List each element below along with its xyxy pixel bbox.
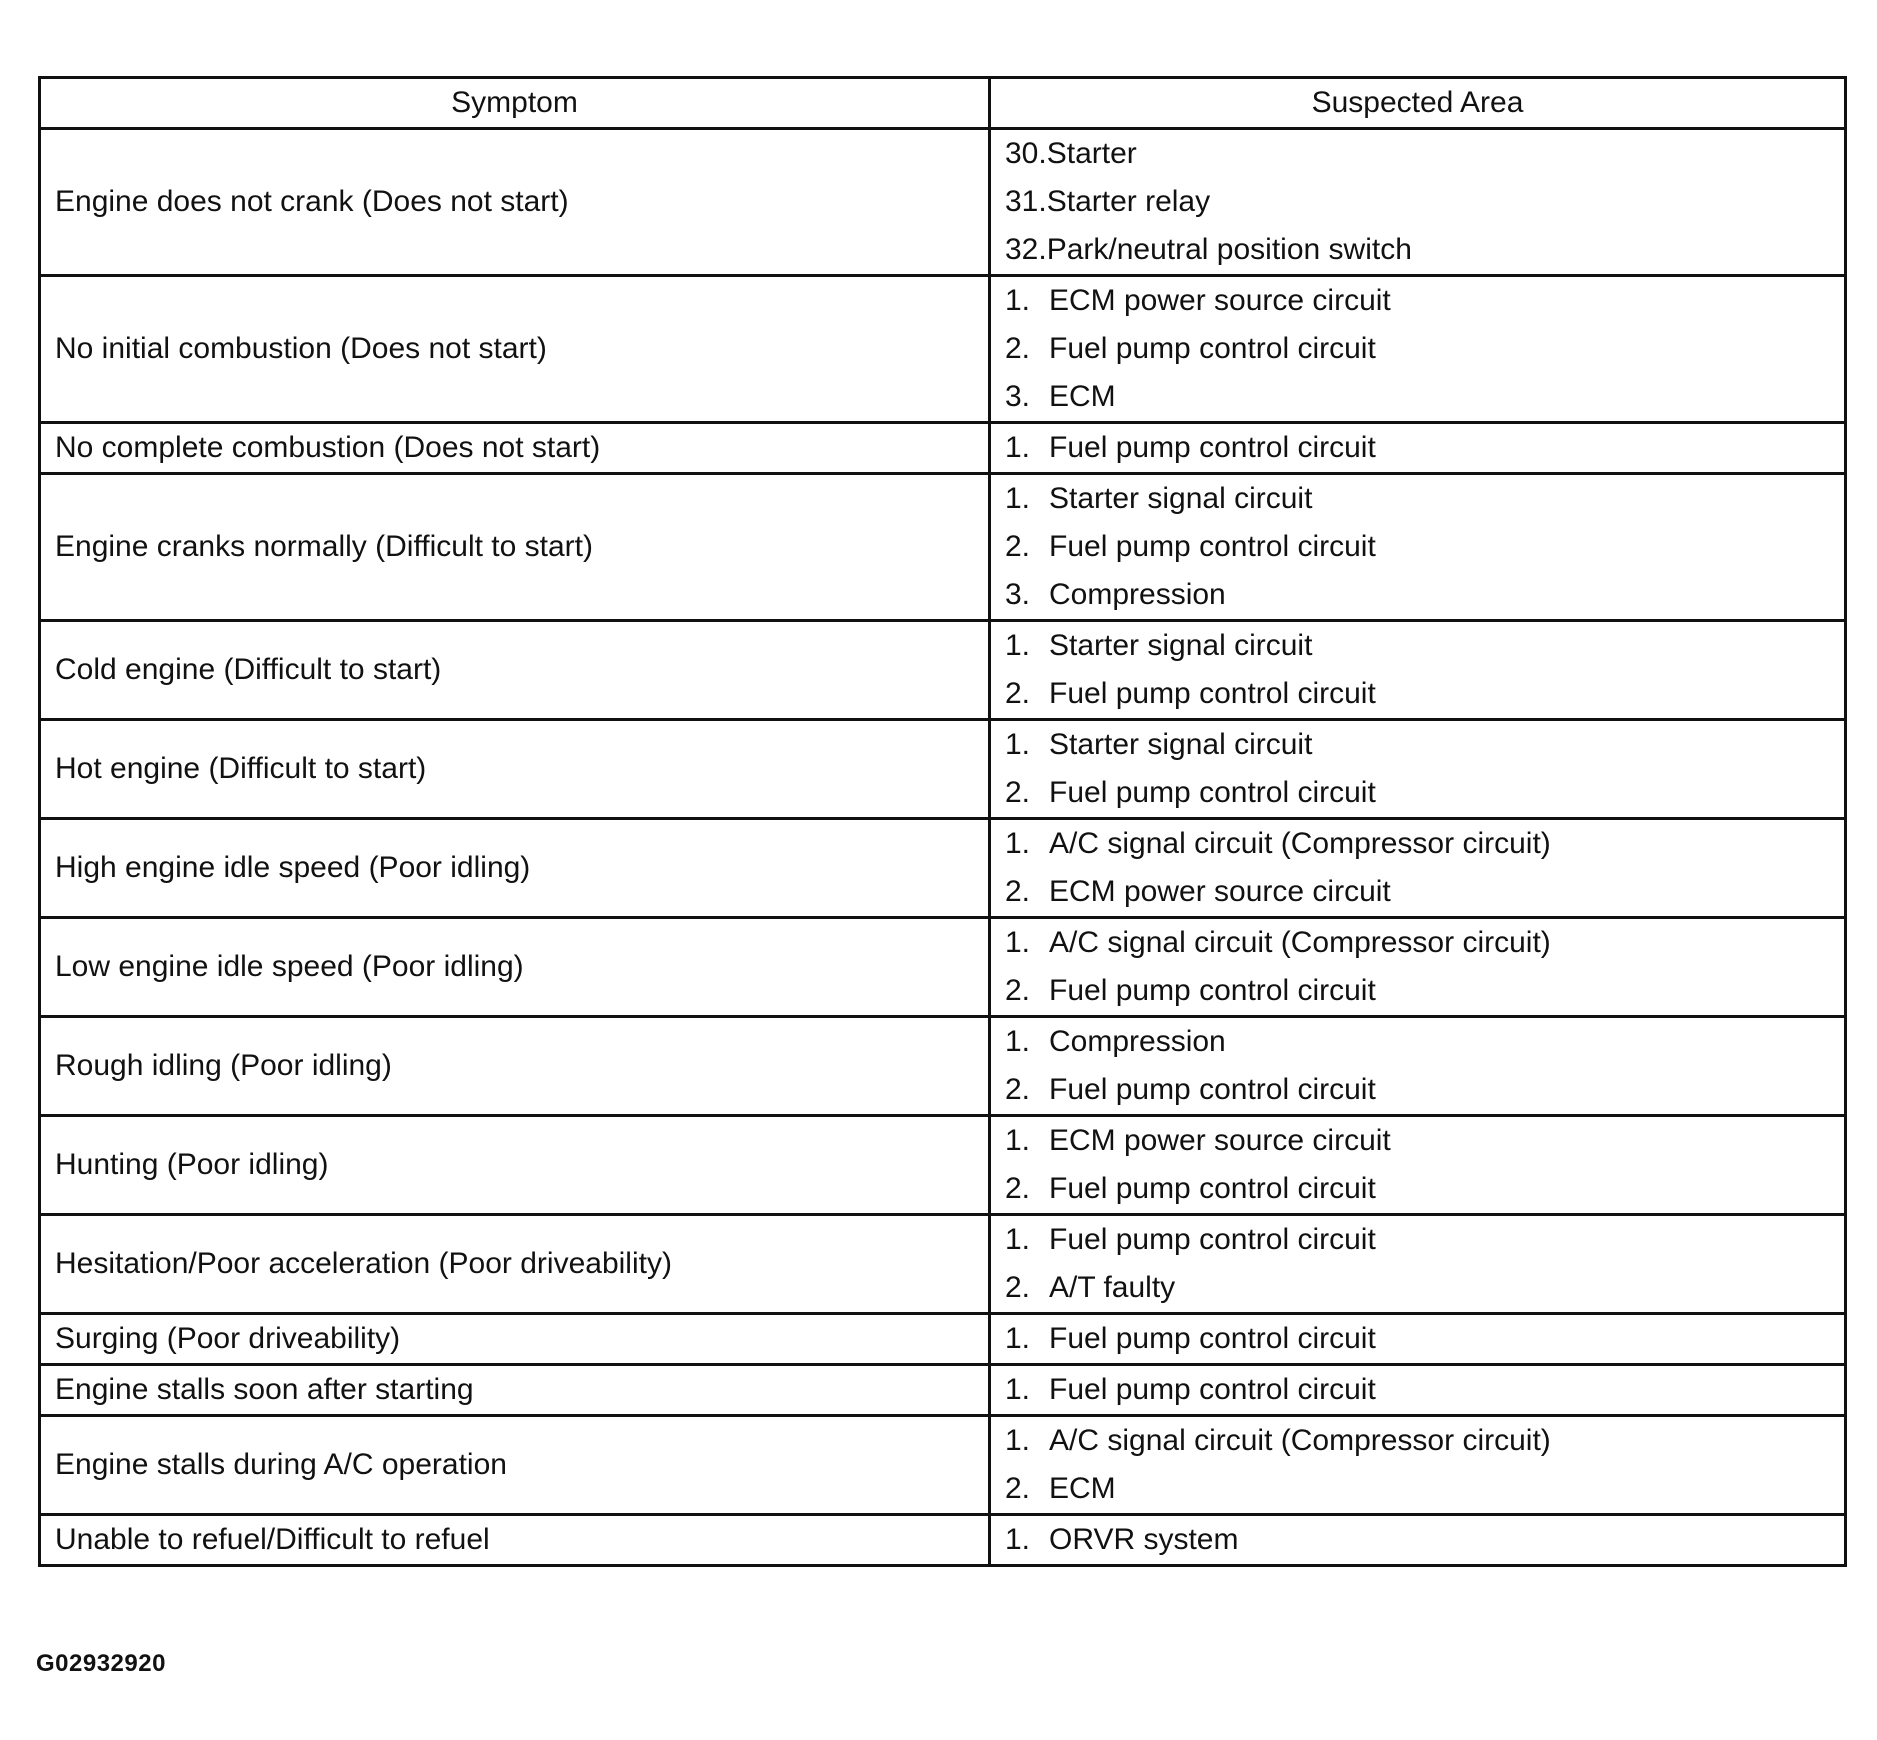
- suspected-area-item: [1005, 475, 1844, 523]
- suspected-area-item: [1005, 1264, 1844, 1312]
- suspected-area-item: [1005, 1117, 1844, 1165]
- item-text: Fuel pump control circuit: [1049, 1172, 1376, 1205]
- suspected-area-cell: [990, 621, 1846, 720]
- suspected-area-cell: [990, 1215, 1846, 1314]
- suspected-area-item: [1005, 424, 1844, 472]
- suspected-area-item: [1005, 1018, 1844, 1066]
- suspected-area-item: [1005, 277, 1844, 325]
- item-text: Park/neutral position switch: [1046, 233, 1412, 266]
- suspected-area-item: [1005, 820, 1844, 868]
- table-body: [40, 129, 1846, 1566]
- table-row: [40, 1416, 1846, 1515]
- item-number: 3.: [1005, 578, 1031, 611]
- suspected-area-item: [1005, 622, 1844, 670]
- item-text: Starter relay: [1046, 185, 1211, 218]
- item-number: 2.: [1005, 530, 1031, 563]
- item-number: 1.: [1005, 1322, 1031, 1355]
- table-row: [40, 1314, 1846, 1365]
- item-number: 1.: [1005, 1223, 1031, 1256]
- table-row: [40, 819, 1846, 918]
- item-text: Starter signal circuit: [1049, 728, 1313, 761]
- suspected-area-cell: [990, 474, 1846, 621]
- suspected-area-cell: [990, 1314, 1846, 1365]
- item-number: 1.: [1005, 827, 1031, 860]
- suspected-area-cell: [990, 1116, 1846, 1215]
- table-row: [40, 423, 1846, 474]
- suspected-area-cell: [990, 276, 1846, 423]
- figure-id: G02932920: [36, 1650, 166, 1677]
- item-number: 1.: [1005, 431, 1031, 464]
- suspected-area-cell: [990, 720, 1846, 819]
- symptom-cell: Hot engine (Difficult to start): [40, 720, 990, 819]
- suspected-area-cell: [990, 819, 1846, 918]
- item-text: ECM: [1049, 380, 1116, 413]
- suspected-area-item: [1005, 226, 1844, 274]
- table-row: [40, 1017, 1846, 1116]
- item-text: Starter signal circuit: [1049, 482, 1313, 515]
- item-number: 2.: [1005, 1472, 1031, 1505]
- item-number: 2.: [1005, 677, 1031, 710]
- item-text: Compression: [1049, 578, 1226, 611]
- symptom-cell: Unable to refuel/Difficult to refuel: [40, 1515, 990, 1566]
- item-text: A/C signal circuit (Compressor circuit): [1049, 1424, 1551, 1457]
- suspected-area-item: [1005, 1366, 1844, 1414]
- item-text: Fuel pump control circuit: [1049, 1322, 1376, 1355]
- table-row: [40, 1215, 1846, 1314]
- symptom-cell: Engine stalls during A/C operation: [40, 1416, 990, 1515]
- item-text: Fuel pump control circuit: [1049, 677, 1376, 710]
- item-text: ECM power source circuit: [1049, 875, 1391, 908]
- item-number: 3.: [1005, 380, 1031, 413]
- symptom-cell: Engine stalls soon after starting: [40, 1365, 990, 1416]
- item-text: ECM power source circuit: [1049, 1124, 1391, 1157]
- symptom-table: [38, 76, 1847, 1567]
- suspected-area-cell: [990, 1017, 1846, 1116]
- header-symptom: Symptom: [40, 78, 990, 129]
- item-text: Fuel pump control circuit: [1049, 1373, 1376, 1406]
- item-number: 1.: [1005, 1424, 1031, 1457]
- item-number: 31.: [1005, 185, 1047, 218]
- item-number: 32.: [1005, 233, 1047, 266]
- symptom-cell: High engine idle speed (Poor idling): [40, 819, 990, 918]
- table-row: [40, 474, 1846, 621]
- suspected-area-item: [1005, 1066, 1844, 1114]
- suspected-area-item: [1005, 1417, 1844, 1465]
- item-number: 2.: [1005, 1172, 1031, 1205]
- header-suspected-area: Suspected Area: [990, 78, 1846, 129]
- table-row: [40, 918, 1846, 1017]
- table-row: [40, 129, 1846, 276]
- suspected-area-item: [1005, 670, 1844, 718]
- suspected-area-item: [1005, 1465, 1844, 1513]
- item-number: 1.: [1005, 1025, 1031, 1058]
- table-row: [40, 720, 1846, 819]
- symptom-cell: Engine does not crank (Does not start): [40, 129, 990, 276]
- table-row: [40, 1515, 1846, 1566]
- header-row: [40, 78, 1846, 129]
- item-number: 1.: [1005, 1523, 1031, 1556]
- symptom-cell: Hunting (Poor idling): [40, 1116, 990, 1215]
- item-text: Fuel pump control circuit: [1049, 776, 1376, 809]
- suspected-area-item: [1005, 769, 1844, 817]
- suspected-area-item: [1005, 721, 1844, 769]
- item-text: Fuel pump control circuit: [1049, 1223, 1376, 1256]
- symptom-cell: Rough idling (Poor idling): [40, 1017, 990, 1116]
- symptom-cell: Cold engine (Difficult to start): [40, 621, 990, 720]
- suspected-area-item: [1005, 868, 1844, 916]
- suspected-area-cell: [990, 918, 1846, 1017]
- item-text: Fuel pump control circuit: [1049, 431, 1376, 464]
- item-text: ECM: [1049, 1472, 1116, 1505]
- item-text: A/C signal circuit (Compressor circuit): [1049, 926, 1551, 959]
- table-row: [40, 1116, 1846, 1215]
- item-text: Fuel pump control circuit: [1049, 1073, 1376, 1106]
- item-number: 2.: [1005, 1073, 1031, 1106]
- symptom-cell: No complete combustion (Does not start): [40, 423, 990, 474]
- suspected-area-cell: [990, 1515, 1846, 1566]
- item-number: 2.: [1005, 1271, 1031, 1304]
- item-number: 1.: [1005, 284, 1031, 317]
- suspected-area-item: [1005, 523, 1844, 571]
- suspected-area-item: [1005, 571, 1844, 619]
- suspected-area-item: [1005, 967, 1844, 1015]
- item-text: ECM power source circuit: [1049, 284, 1391, 317]
- item-number: 30.: [1005, 137, 1047, 170]
- suspected-area-cell: [990, 423, 1846, 474]
- item-text: Compression: [1049, 1025, 1226, 1058]
- item-number: 2.: [1005, 974, 1031, 1007]
- suspected-area-item: [1005, 373, 1844, 421]
- suspected-area-item: [1005, 919, 1844, 967]
- symptom-cell: Low engine idle speed (Poor idling): [40, 918, 990, 1017]
- suspected-area-cell: [990, 1365, 1846, 1416]
- symptom-cell: Engine cranks normally (Difficult to start): [40, 474, 990, 621]
- suspected-area-item: [1005, 1516, 1844, 1564]
- item-number: 1.: [1005, 926, 1031, 959]
- item-number: 2.: [1005, 332, 1031, 365]
- suspected-area-item: [1005, 178, 1844, 226]
- item-text: Fuel pump control circuit: [1049, 530, 1376, 563]
- item-number: 2.: [1005, 875, 1031, 908]
- suspected-area-item: [1005, 1315, 1844, 1363]
- table-row: [40, 621, 1846, 720]
- suspected-area-item: [1005, 325, 1844, 373]
- item-number: 1.: [1005, 1124, 1031, 1157]
- item-text: Starter: [1046, 137, 1137, 170]
- item-text: Fuel pump control circuit: [1049, 332, 1376, 365]
- suspected-area-cell: [990, 129, 1846, 276]
- item-text: Fuel pump control circuit: [1049, 974, 1376, 1007]
- symptom-cell: Surging (Poor driveability): [40, 1314, 990, 1365]
- suspected-area-item: [1005, 130, 1844, 178]
- suspected-area-cell: [990, 1416, 1846, 1515]
- suspected-area-item: [1005, 1165, 1844, 1213]
- item-number: 1.: [1005, 728, 1031, 761]
- symptom-cell: Hesitation/Poor acceleration (Poor driveability): [40, 1215, 990, 1314]
- item-text: ORVR system: [1049, 1523, 1239, 1556]
- symptom-cell: No initial combustion (Does not start): [40, 276, 990, 423]
- item-number: 1.: [1005, 482, 1031, 515]
- table-row: [40, 1365, 1846, 1416]
- item-number: 1.: [1005, 1373, 1031, 1406]
- table-row: [40, 276, 1846, 423]
- item-number: 1.: [1005, 629, 1031, 662]
- suspected-area-item: [1005, 1216, 1844, 1264]
- item-number: 2.: [1005, 776, 1031, 809]
- item-text: A/T faulty: [1049, 1271, 1176, 1304]
- item-text: Starter signal circuit: [1049, 629, 1313, 662]
- item-text: A/C signal circuit (Compressor circuit): [1049, 827, 1551, 860]
